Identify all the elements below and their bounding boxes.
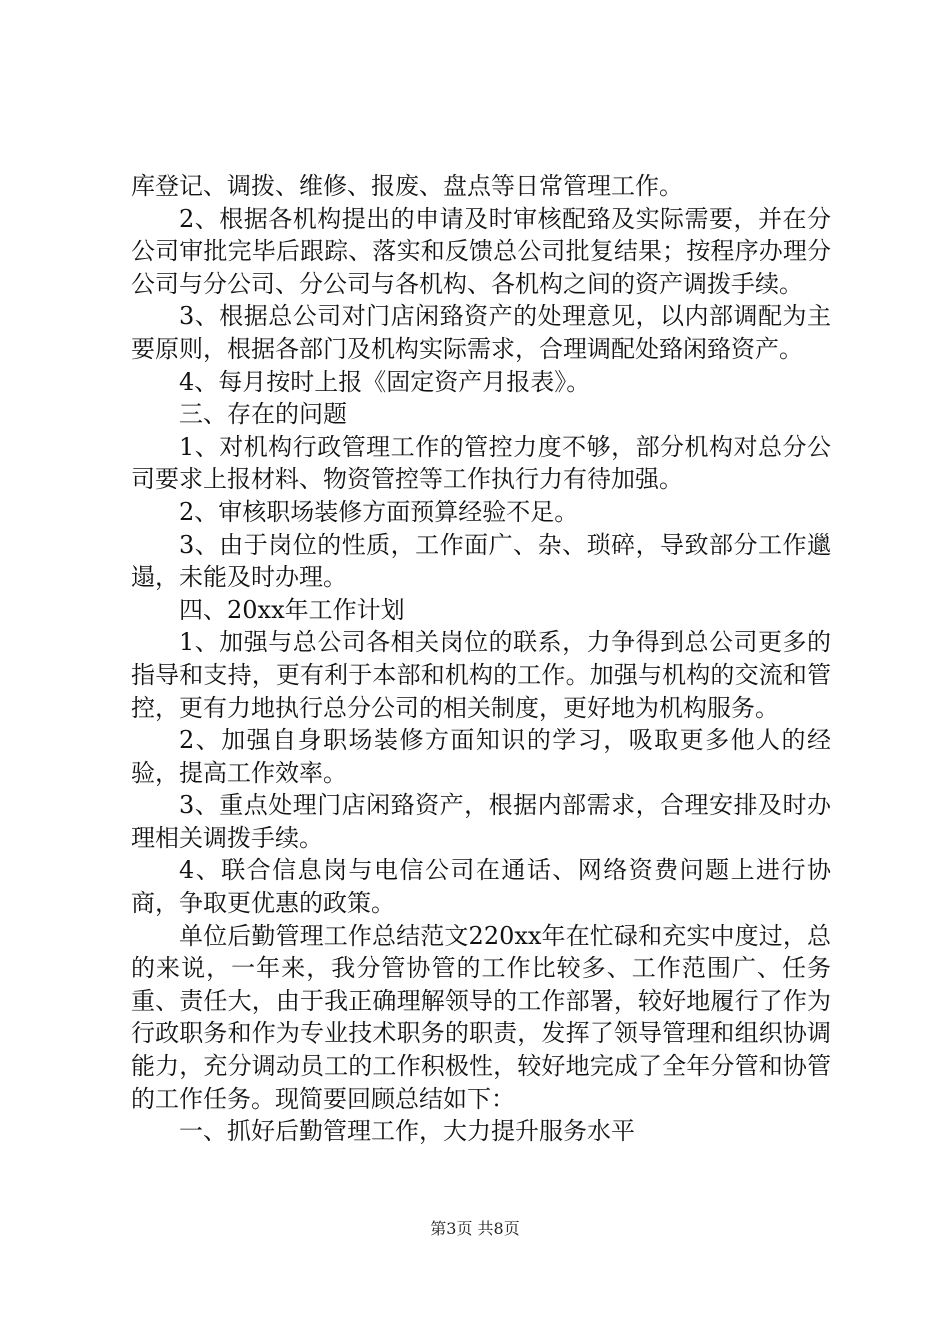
- paragraph: 单位后勤管理工作总结范文220xx年在忙碌和充实中度过，总的来说，一年来，我分管协管的工作比较多、工作范围广、任务重、责任大，由于我正确理解领导的工作部署，较好地履行了作为行政职务和作为专业技术职务的职责，发挥了领导管理和组织协调能力，充分调动员工的工作积极性，较好地完成了全年分管和协管的工作任务。现简要回顾总结如下：: [131, 921, 831, 1113]
- paragraph: 1、对机构行政管理工作的管控力度不够，部分机构对总分公司要求上报材料、物资管控等工作执行力有待加强。: [131, 432, 831, 494]
- paragraph: 2、根据各机构提出的申请及时审核配臵及实际需要，并在分公司审批完毕后跟踪、落实和反馈总公司批复结果；按程序办理分公司与分公司、分公司与各机构、各机构之间的资产调拨手续。: [131, 204, 831, 298]
- paragraph: 四、20xx年工作计划: [179, 595, 405, 624]
- paragraph: 4、每月按时上报《固定资产月报表》。: [179, 367, 591, 396]
- paragraph: 三、存在的问题: [179, 400, 347, 429]
- paragraph: 1、加强与总公司各相关岗位的联系，力争得到总公司更多的指导和支持，更有利于本部和机构的工作。加强与机构的交流和管控，更有力地执行总分公司的相关制度，更好地为机构服务。: [131, 628, 831, 722]
- paragraph: 2、审核职场装修方面预算经验不足。: [179, 497, 579, 526]
- paragraph: 3、根据总公司对门店闲臵资产的处理意见，以内部调配为主要原则，根据各部门及机构实际需求，合理调配处臵闲臵资产。: [131, 302, 831, 363]
- paragraph: 3、由于岗位的性质，工作面广、杂、琐碎，导致部分工作邋遢，未能及时办理。: [131, 530, 831, 592]
- paragraph: 2、加强自身职场装修方面知识的学习，吸取更多他人的经验，提高工作效率。: [131, 726, 831, 787]
- paragraph: 一、抓好后勤管理工作，大力提升服务水平: [179, 1117, 635, 1146]
- paragraph: 3、重点处理门店闲臵资产，根据内部需求，合理安排及时办理相关调拨手续。: [131, 791, 831, 852]
- paragraph: 4、联合信息岗与电信公司在通话、网络资费问题上进行协商，争取更优惠的政策。: [131, 856, 831, 918]
- document-body: [131, 170, 831, 1148]
- paragraph: 库登记、调拨、维修、报废、盘点等日常管理工作。: [131, 172, 683, 200]
- page-footer: 第3页 共8页: [430, 1219, 520, 1238]
